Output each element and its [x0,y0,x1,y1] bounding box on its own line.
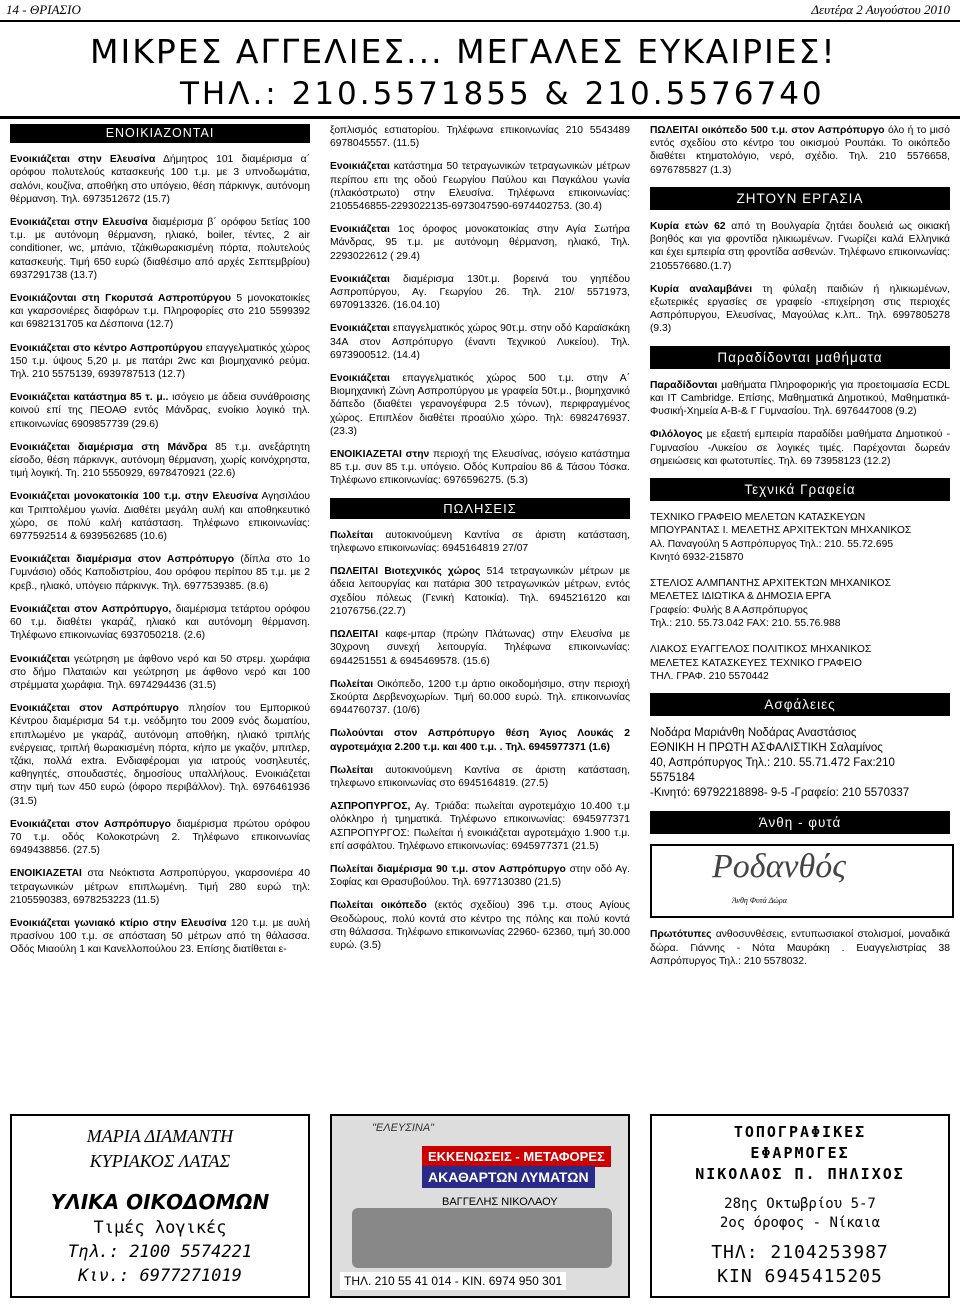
list-item: Κυρία αναλαμβάνει τη φύλαξη παιδιών ή ηλικιωμένων, εξωτερικές εργασίες σε γραφείο -επιχείρηση στις περιοχές Ασπρόπυργου, Ελευσίνας, Μαγούλας κ.λπ.. Τηλ. 6997805278 (9.3) [650,283,950,335]
ad-name-2: ΚΥΡΙΑΚΟΣ ΛΑΤΑΣ [89,1151,231,1171]
classifieds-banner [0,24,960,119]
list-item: Ενοικιάζεται στον Ασπρόπυργο πλησίον του Εμπορικού Κέντρου διαμέρισμα 54 τ.μ. νεόδμητο του 2009 ενός δωματίου, επιπλωμένο με γκαράζ, αυτόνομη αποθήκη, ηλιακό τριπλής ενέργειας, τριπλή θωρακισμένη πόρτα, κήπο με γκαζόν, μπιτλερ, τζάκι, πολλά extra. Ενδιαφέρομαι για ιατρούς νοσηλευτές, καθηγητές, σπουδαστές, δημοσίους υπαλλήλους. Ενοικιάζεται στην τιμή των 450 ευρώ (όφορο περιβάλλον). Τηλ. 6976461936 (31.5) [10,703,311,807]
ad-title-1: ΤΟΠΟΓΡΑΦΙΚΕΣ [733,1123,867,1141]
section-header-tech: Τεχνικά Γραφεία [650,478,950,501]
header-rule [0,20,960,22]
list-item: ΑΣΠΡΟΠΥΡΓΟΣ, Αγ. Τριάδα: πωλείται αγροτεμάχιο 10.400 τ.μ ολόκληρο ή τμηματικά. Τηλέφωνο επικοινωνίας: 6945977371 ΑΣΠΡΟΠΥΡΓΟΣ: Πωλείται ή ενοικιάζεται αγροτεμάχιο 1.900 τ.μ. επί ασφάλτου. Τηλέφωνο επικοινωνίας: 6945977371 (21.5) [330,801,630,852]
list-item: Ενοικιάζεται στην Ελευσίνα διαμέρισμα β΄ ορόφου 5ετίας 100 τ.μ. με αυτόνομη θέρμανση, ηλιακό, boiler, τέντες, 2 air conditioner, wc, μπάνιο, τζάκιθωρακισμένη πόρτα, πολυτελούς κατασκευής. Τιμή 650 ευρώ (διαθέσιμο από αρχές Σεπτεμβρίου) 6937291738 (13.7) [10,217,310,281]
list-item: Φιλόλογος με εξαετή εμπειρία παραδίδει μαθήματα Δημοτικού - Γυμνασίου -Λυκείου σε λογικές τιμές. Παρέχονται δωρεάν σημειώσεις και φωτοτυπίες. Τηλ. 69 73958123 (12.2) [650,429,950,467]
insurance-list [650,726,950,801]
text-line: ΕΘΝΙΚΗ Η ΠΡΩΤΗ ΑΣΦΑΛΙΣΤΙΚΗ Σαλαμίνος [650,742,883,755]
section-header-jobs: ΖΗΤΟΥΝ ΕΡΓΑΣΙΑ [650,187,950,210]
ad-title-2: ΕΦΑΡΜΟΓΕΣ [750,1144,850,1162]
florist-logo-sub: Άνθη Φυτά Δώρα [732,896,787,906]
list-item: Ενοικιάζεται επαγγελματικός χώρος 500 τ.μ. στην Α΄ Βιομηχανική Ζώνη Ασπροπύργου με γραφεία 50τ.μ., βιομηχανικό δάπεδο (διαθέτει γερανογέφυρα 2.5 τόνων), περιφραγμένος χώρος. Επιπλέον διαθέτει προαύλιο χώρο. Τηλ: 6982476937. (23.3) [330,373,630,437]
text-line [650,564,950,577]
list-item: Ενοικιάζεται μονοκατοικία 100 τ.μ. στην Ελευσίνα Αγησιλάου και Τριπτολέμου γωνία. Διαθέτει μεγάλη αυλή και αποθηκευτικό χώρο, σε πολύ καλή κατάσταση. Τηλέφωνο επικοινωνίας: 6977592514 & 6939562685 (10.6) [10,491,310,543]
sales-list [330,529,630,952]
text-line: Νοδάρα Μαριάνθη Νοδάρας Αναστάσιος [650,727,857,740]
rental-list-continued [330,124,630,488]
section-header-lessons: Παραδίδονται μαθήματα [650,346,950,369]
section-header-rentals: ΕΝΟΙΚΙΑΖΟΝΤΑΙ [10,124,310,143]
column-rentals [10,124,310,967]
ad-phone: ΤΗΛ: 2104253987 [711,1242,889,1263]
text-line: 40, Ασπρόπυργος Τηλ.: 210. 55.71.472 Fax:210 [650,757,895,770]
ad-mobile: ΚΙΝ 6945415205 [717,1266,883,1287]
page-label: 14 - ΘΡΙΑΣΙΟ [6,2,81,17]
section-header-flowers: Άνθη - φυτά [650,811,950,834]
list-item: Ενοικιάζεται στην Ελευσίνα Δήμητρος 101 διαμέρισμα α΄ ορόφου πολυτελούς κατασκευής 100 τ.μ. με 3 υπνοδωμάτια, σαλόνι, κουζίνα, αποθήκη στο υπόγειο, θέση πάρκινγκ, αυτόνομη θέρμανση. Τηλ. 6973512672 (15.7) [10,154,310,205]
text-line: ΜΕΛΕΤΕΣ ΚΑΤΑΣΚΕΥΕΣ ΤΕΧΝΙΚΟ ΓΡΑΦΕΙΟ [650,657,862,669]
text-line: ΛΙΑΚΟΣ ΕΥΑΓΓΕΛΟΣ ΠΟΛΙΤΙΚΟΣ ΜΗΧΑΝΙΚΟΣ [650,644,872,656]
text-line: ΜΠΟΥΡΑΝΤΑΣ Ι. ΜΕΛΕΤΗΣ ΑΡΧΙΤΕΚΤΩΝ ΜΗΧΑΝΙΚΟΣ [650,525,912,537]
ad-service-2: ΑΚΑΘΑΡΤΩΝ ΛΥΜΑΤΩΝ [422,1166,595,1188]
list-item: ξοπλισμός εστιατορίου. Τηλέφωνα επικοινωνίας 210 5543489 6978045557. (11.5) [330,125,630,150]
ad-phone: Τηλ.: 2100 5574221 [67,1242,253,1262]
ad-building-materials [10,1114,310,1298]
list-item: Ενοικιάζεται επαγγελματικός χώρος 90τ.μ. στην οδό Καραϊσκάκη 34Α στον Ασπρόπυργο (έναντι Τεχνικού Λυκείου). Τηλ. 6973900512. (14.4) [330,323,630,361]
text-line: Τηλ.: 210. 55.73.042 FAX: 210. 55.76.988 [650,617,841,629]
ad-tagline: Τιμές λογικές [93,1218,227,1238]
section-header-sales: ΠΩΛΗΣΕΙΣ [330,498,630,519]
ad-address-1: 28ης Οκτωβρίου 5-7 [724,1196,876,1212]
list-item: Ενοικιάζεται στον Ασπρόπυργο διαμέρισμα πρώτου ορόφου 70 τ.μ. οδός Κολοκοτρώνη 2. Τηλέφωνο επικοινωνίας 6949438856. (27.5) [10,818,310,857]
text-line: -Κινητό: 69792218898- 9-5 -Γραφείο: 210 5570337 [650,787,910,800]
list-item: Πωλείται οικόπεδο (εκτός σχεδίου) 396 τ.μ. στους Αγίους Θεοδώρους, πολύ κοντά στο κέντρο της πόλης και πολύ κοντά στη θάλασσα. Τηλέφωνο επικοινωνίας 22960- 62360, τιμή 30.000 ευρώ. (3.5) [330,900,630,951]
jobs-list [650,220,950,336]
ad-owner: ΒΑΓΓΕΛΗΣ ΝΙΚΟΛΑΟΥ [442,1196,558,1208]
ad-owner-name: ΝΙΚΟΛΑΟΣ Π. ΠΗΛΙΧΟΣ [695,1165,905,1183]
list-item: Ενοικιάζεται διαμέρισμα 130τ.μ. βορεινά του γηπέδου Ασπροπύργου, Αγ. Γεωργίου 26. Τηλ. 210/ 5571973, 6970913326. (16.04.10) [330,273,630,312]
ad-contact: ΤΗΛ. 210 55 41 014 - ΚΙΝ. 6974 950 301 [340,1272,566,1290]
column-rentals-sales [330,124,630,962]
list-item: Πωλείται Οικόπεδο, 1200 τ.μ άρτιο οικοδομήσιμο, στην περιοχή Σκούρτα Δερβενοχωρίων. Τιμή 60.000 ευρώ. Τηλ. επικοινωνίας 6944760737. (10/6) [330,678,630,717]
list-item: ΠΩΛΕΙΤΑΙ οικόπεδο 500 τ.μ. στον Ασπρόπυργο όλο ή το μισό εντός σχεδίου στο κέντρο του οικισμού Ρουπάκι. Το οικόπεδο διαθέτει κτηματολόγιο, νερό, σχέδιο. Τηλ. 210 5576658, 6976785827 (1.3) [650,125,950,176]
list-item: Ενοικιάζεται κατάστημα 85 τ. μ.. ισόγειο με άδεια συνάθροισης κοινού επί της ΠΕΟΑΘ εντός Μάνδρας, ενοίκιο λογικό τηλ. επικοινωνίας 6909857739 (29.6) [10,392,310,430]
ad-topography [650,1114,950,1298]
text-line: ΤΕΧΝΙΚΟ ΓΡΑΦΕΙΟ ΜΕΛΕΤΩΝ ΚΑΤΑΣΚΕΥΩΝ [650,512,866,524]
list-item: Πωλείται αυτοκινούμενη Καντίνα σε άριστη κατάσταση, τηλεφωνο επικοινωνίας: 6945164819 27/07 [330,529,630,555]
list-item: Πωλούνται στον Ασπρόπυργο θέση Άγιος Λουκάς 2 αγροτεμάχια 2.200 τ.μ. και 400 τ.μ. . Τηλ. 6945977371 (1.6) [330,728,630,753]
truck-image [352,1208,612,1268]
list-item: Ενοικιάζεται γεώτρηση με άφθονο νερό και 50 στρεμ. χωράφια στο δήμο Πλαταιών και γεώτρηση με άφθονο νερό και 100 στρέμματα χωράφια. Τηλ. 6974294436 (31.5) [10,653,310,691]
text-line: 5575184 [650,772,695,785]
text-line [650,630,950,643]
florist-ad: Πρωτότυπες ανθοσυνθέσεις, εντυπωσιακοί στολισμοί, μοναδικά δώρα. Γιάννης - Νότα Μαυράκη . Ευαγγελιστρίας 38 Ασπρόπυργος Τηλ.: 210 5578032. [650,929,950,967]
text-line: ΣΤΕΛΙΟΣ ΑΛΜΠΑΝΤΗΣ ΑΡΧΙΤΕΚΤΩΝ ΜΗΧΑΝΙΚΟΣ [650,578,891,590]
list-item: Παραδίδονται μαθήματα Πληροφορικής για προετοιμασία ECDL και IT Cambridge. Επίσης, Μαθηματικά Δημοτικού, Μαθηματικά-Φυσική-Χημεία Α-Β-& Γ Γυμνασίου. Τηλ. 6976447008 (9.2) [650,379,950,418]
column-services [650,124,950,978]
lessons-list [650,379,950,468]
list-item: Ενοικιάζεται 1ος όροφος μονοκατοικίας στην Αγία Σωτήρα Μάνδρας, 95 τ.μ. με αυτόνομη θέρμανση, ηλιακό, Τηλ. 2293022612 ( 29.4) [330,224,630,262]
list-item: Ενοικιάζεται στον Ασπρόπυργο, διαμέρισμα τετάρτου ορόφου 60 τ.μ. διαθέτει γκαράζ, ηλιακό και αυτόνομη θέρμανση. Τηλέφωνο επικοινωνίας 6937050218. (2.6) [10,603,310,642]
ad-brand: "ΕΛΕΥΣΙΝΑ" [372,1122,435,1134]
list-item: Ενοικιάζεται διαμέρισμα στον Ασπρόπυργο (δίπλα στο 1ο Γυμνάσιο) οδός Καποδιστρίου, 4ου ορόφου περίπου 85 τ.μ. με 2 κρεβ., ηλιακό, υπόγειο πάρκινγκ. Τηλ. 6977539385. (8.6) [10,554,310,592]
ad-service-1: ΕΚΚΕΝΩΣΕΙΣ - ΜΕΤΑΦΟΡΕΣ [422,1146,611,1167]
ad-headline: ΥΛΙΚΑ ΟΙΚΟΔΟΜΩΝ [50,1190,270,1214]
list-item: Πωλείται διαμέρισμα 90 τ.μ. στον Ασπρόπυργο στην οδό Αγ. Σοφίας και Θρασυβούλου. Τηλ. 6977130380 (21.5) [330,863,630,889]
text-line: ΜΕΛΕΤΕΣ ΙΔΙΩΤΙΚΑ & ΔΗΜΟΣΙΑ ΕΡΓΑ [650,591,831,603]
banner-title: ΜΙΚΡΕΣ ΑΓΓΕΛΙΕΣ... ΜΕΓΑΛΕΣ ΕΥΚΑΙΡΙΕΣ! [90,32,837,71]
list-item: ΕΝΟΙΚΙΑΖΕΤΑΙ στα Νεόκτιστα Ασπροπύργου, γκαρσονιέρα 40 τετραγωνικών μέτρων επιπλωμένη. Τιμή 280 ευρώ τηλ: 2105590383, 6978253223 (11.5) [10,868,310,906]
issue-date: Δευτέρα 2 Αυγούστου 2010 [811,2,950,17]
list-item: Ενοικιάζονται στη Γκορυτσά Ασπροπύργου 5 μονοκατοικίες και γκαρσονιέρες διαφόρων τ.μ. Πληροφορίες στο 210 5599392 και 6982131705 κα Δέσποινα (12.7) [10,293,310,331]
section-header-insurance: Ασφάλειες [650,693,950,716]
text-line: Γραφείο: Φυλής 8 Α Ασπρόπυργος [650,604,808,616]
tech-offices-list [650,511,950,683]
text-line: Κινητό 6932-215870 [650,551,744,563]
ad-sewage-transport [330,1114,630,1298]
list-item: ΠΩΛΕΙΤΑΙ Βιοτεχνικός χώρος 514 τετραγωνικών μέτρων με άδεια λειτουργίας και πατάρια 300 τετραγωνικών μέτρων, εντός σχεδίου πόλεως (Γενική Κατοικία). Τηλ. 6945216120 και 21076756.(22.7) [330,566,630,617]
ad-address-2: 2ος όροφος - Νίκαια [719,1215,881,1231]
text-line: Αλ. Παναγούλη 5 Ασπρόπυργος Τηλ.: 210. 55.72.695 [650,538,894,550]
list-item: Κυρία ετών 62 από τη Βουλγαρία ζητάει δουλειά ως οικιακή βοηθός και για φροντίδα ηλικιωμένων. Γνωρίζει καλά Ελληνικά και έχει εμπειρία στη φροντίδα ασθενών. Τηλέφωνο επικοινωνίας: 2105576680.(1.7) [650,221,950,272]
florist-logo-text: Ροδανθός [712,848,847,886]
list-item: ΕΝΟΙΚΙΑΖΕΤΑΙ στην περιοχή της Ελευσίνας, ισόγειο κατάστημα 85 τ.μ. συν 85 τ.μ. υπόγειο. Οδός Κυπραίου 86 & Τάσου Τόσκα. Τηλέφωνο επικοινωνίας: 6976596275. (5.3) [330,449,631,487]
list-item: Ενοικιάζεται στο κέντρο Ασπροπύργου επαγγελματικός χώρος 150 τ.μ. ύψους 5,20 μ. με πατάρι 2wc και βιομηχανικό ρεύμα. Τηλ. 210 5575139, 6939787513 (12.7) [10,342,310,381]
ad-mobile: Κιν.: 6977271019 [78,1266,242,1286]
page-header [0,0,960,22]
list-item: ΠΩΛΕΙΤΑΙ καφε-μπαρ (πρώην Πλάτωνας) στην Ελευσίνα με 30χρονη συνεχή λειτουργία. Τηλέφωνα επικοινωνίας: 6944251551 & 6945469578. (15.6) [330,629,630,667]
banner-phone: ΤΗΛ.: 210.5571855 & 210.5576740 [180,76,825,112]
rental-list [10,153,310,956]
list-item: Πωλείται αυτοκινούμενη Καντίνα σε άριστη κατάσταση, τηλεφωνο επικοινωνίας στο 6945164819. (27.5) [330,764,630,789]
text-line: ΤΗΛ. ΓΡΑΦ. 210 5570442 [650,670,769,682]
list-item: Ενοικιάζεται κατάστημα 50 τετραγωνικών τετραγωνικών μέτρων περίπου επι της οδού Γεωργίου Παύλου και Παγκάλου γωνία (πλακόστρωτο) στην Ελευσίνα. Τηλέφωνα επικοινωνίας: 2105546855-2293022135-6973047590-6974402753. (30.4) [330,161,630,213]
florist-logo [650,844,954,918]
list-item: Ενοικιάζεται γωνιακό κτίριο στην Ελευσίνα 120 τ.μ. με αυλή πρασίνου 100 τ.μ. σε απόσταση 50 μέτρων από τη θάλασσα. Οδός Μιαούλη 1 και Κανελλοπούλου 23. Επίσης διατίθεται ε- [10,917,311,956]
ad-name-1: ΜΑΡΙΑ ΔΙΑΜΑΝΤΗ [86,1126,234,1146]
list-item: Ενοικιάζεται διαμέρισμα στη Μάνδρα 85 τ.μ. ανεξάρτητη είσοδο, θέση πάρκινγκ, αυτόνομη θέρμανση, χωρίς κοινόχρηστα, τιμή λογική. Τη. 210 5550929, 6978470921 (22.6) [10,441,310,480]
